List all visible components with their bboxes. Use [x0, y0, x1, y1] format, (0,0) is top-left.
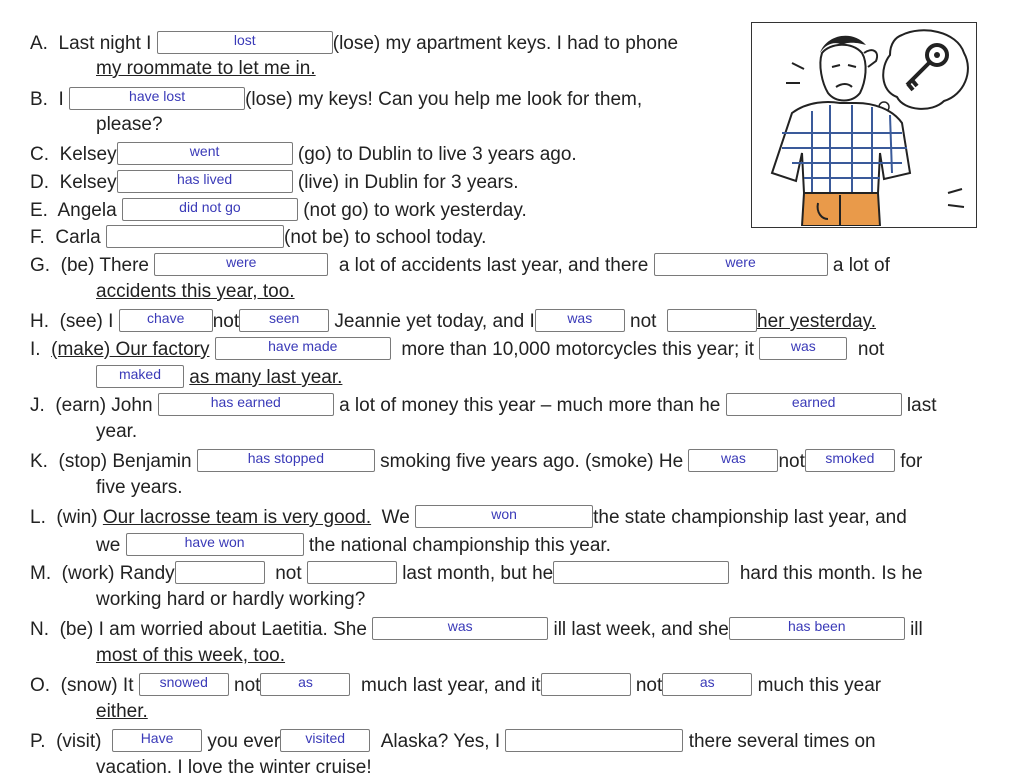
item-m-cont: working hard or hardly working?: [96, 589, 366, 610]
answer-box[interactable]: has lived: [117, 170, 293, 193]
item-n: N. (be) I am worried about Laetitia. She was ill last week, and she has been ill: [30, 618, 923, 640]
item-i: I. (make) Our factory have made more than 10,000 motorcycles this year; it was not: [30, 338, 885, 360]
answer-box[interactable]: as: [662, 673, 752, 696]
answer-box[interactable]: smoked: [805, 449, 895, 472]
answer-box[interactable]: maked: [96, 365, 184, 388]
answer-box[interactable]: snowed: [139, 673, 229, 696]
item-o: O. (snow) It snowed not as much last year, and it not as much this year: [30, 674, 882, 696]
item-g-cont: accidents this year, too.: [96, 281, 295, 302]
answer-box[interactable]: were: [154, 253, 328, 276]
answer-box[interactable]: [307, 561, 397, 584]
answer-box[interactable]: has earned: [158, 393, 334, 416]
item-p-cont: vacation. I love the winter cruise!: [96, 757, 372, 778]
answer-box[interactable]: earned: [726, 393, 902, 416]
item-l: L. (win) Our lacrosse team is very good. We won the state championship last year, and: [30, 506, 907, 528]
answer-box[interactable]: [175, 561, 265, 584]
answer-box[interactable]: as: [260, 673, 350, 696]
item-b: B. I have lost (lose) my keys! Can you help me look for them,: [30, 88, 643, 110]
answer-box[interactable]: were: [654, 253, 828, 276]
item-j-cont: year.: [96, 421, 138, 442]
answer-box[interactable]: have lost: [69, 87, 245, 110]
item-e: E. Angela did not go (not go) to work yesterday.: [30, 199, 527, 221]
answer-box[interactable]: lost: [157, 31, 333, 54]
item-i-cont: maked as many last year.: [96, 365, 342, 389]
answer-box[interactable]: has stopped: [197, 449, 375, 472]
answer-box[interactable]: [541, 673, 631, 696]
item-p: P. (visit) Have you ever visited Alaska? Yes, I there several times on: [30, 730, 876, 752]
answer-box[interactable]: went: [117, 142, 293, 165]
answer-box[interactable]: [106, 225, 284, 248]
answer-box[interactable]: was: [372, 617, 548, 640]
item-k-cont: five years.: [96, 477, 183, 498]
item-g: G. (be) There were a lot of accidents last year, and there were a lot of: [30, 254, 890, 276]
answer-box[interactable]: won: [415, 505, 593, 528]
item-d: D. Kelsey has lived (live) in Dublin for 3 years.: [30, 171, 519, 193]
answer-box[interactable]: [505, 729, 683, 752]
answer-box[interactable]: chave: [119, 309, 213, 332]
answer-box[interactable]: [667, 309, 757, 332]
item-o-cont: either.: [96, 701, 148, 722]
item-a-cont: my roommate to let me in.: [96, 58, 316, 79]
man-thinking-icon: [752, 23, 975, 226]
answer-box[interactable]: [553, 561, 729, 584]
answer-box[interactable]: did not go: [122, 198, 298, 221]
item-l-cont: we have won the national championship this year.: [96, 534, 611, 556]
item-m: M. (work) Randy not last month, but he hard this month. Is he: [30, 563, 923, 584]
answer-box[interactable]: was: [535, 309, 625, 332]
item-a: A. Last night I lost (lose) my apartment keys. I had to phone: [30, 32, 679, 54]
answer-box[interactable]: was: [688, 449, 778, 472]
lost-keys-illustration: [751, 22, 977, 228]
answer-box[interactable]: has been: [729, 617, 905, 640]
item-k: K. (stop) Benjamin has stopped smoking five years ago. (smoke) He was not smoked for: [30, 450, 923, 472]
answer-box[interactable]: have won: [126, 533, 304, 556]
item-h: H. (see) I chave not seen Jeannie yet today, and I was not her yesterday.: [30, 310, 877, 332]
answer-box[interactable]: seen: [239, 309, 329, 332]
item-c: C. Kelsey went (go) to Dublin to live 3 years ago.: [30, 143, 577, 165]
answer-box[interactable]: visited: [280, 729, 370, 752]
item-j: J. (earn) John has earned a lot of money this year – much more than he earned last: [30, 394, 937, 416]
item-b-cont: please?: [96, 114, 163, 135]
answer-box[interactable]: Have: [112, 729, 202, 752]
answer-box[interactable]: was: [759, 337, 847, 360]
answer-box[interactable]: have made: [215, 337, 391, 360]
item-f: F. Carla (not be) to school today.: [30, 227, 487, 248]
item-n-cont: most of this week, too.: [96, 645, 286, 666]
